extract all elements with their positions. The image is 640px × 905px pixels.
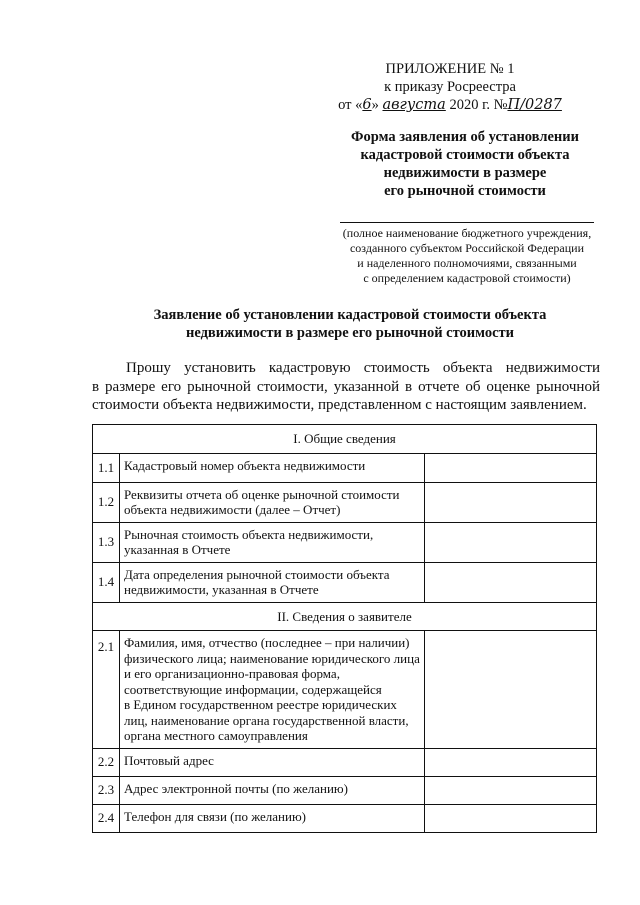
- section-header-row: [93, 602, 597, 631]
- appendix-title: ПРИЛОЖЕНИЕ № 1: [385, 61, 515, 77]
- report-details-field[interactable]: [425, 482, 597, 522]
- row-number: 1.4: [93, 562, 120, 602]
- row-label: Дата определения рыночной стоимости объекта недвижимости, указанная в Отчете: [120, 562, 425, 602]
- table-row: [93, 562, 597, 602]
- cadastral-number-field[interactable]: [425, 453, 597, 482]
- date-mid: »: [371, 97, 379, 113]
- date-year: 2020 г. №: [449, 97, 508, 113]
- section-header-general: I. Общие сведения: [93, 425, 597, 454]
- form-title-line: недвижимости в размере: [383, 165, 547, 181]
- body-line: Прошу установить кадастровую стоимость объекта недвижимости: [126, 360, 600, 376]
- body-line: в размере его рыночной стоимости, указанной в отчете об оценке рыночной: [92, 378, 600, 395]
- organization-name-field[interactable]: [340, 222, 594, 223]
- row-label: Телефон для связи (по желанию): [120, 804, 425, 832]
- row-label: Реквизиты отчета об оценке рыночной стоимости объекта недвижимости (далее – Отчет): [120, 482, 425, 522]
- section-header-applicant: II. Сведения о заявителе: [93, 602, 597, 631]
- table-row: [93, 522, 597, 562]
- date-month: августа: [382, 97, 446, 113]
- statement-title-line: недвижимости в размере его рыночной стоимости: [185, 325, 515, 341]
- row-label: Почтовый адрес: [120, 748, 425, 776]
- appendix-header: [300, 60, 600, 114]
- phone-field[interactable]: [425, 804, 597, 832]
- valuation-date-field[interactable]: [425, 562, 597, 602]
- org-note-line: с определением кадастровой стоимости): [363, 271, 571, 285]
- row-number: 1.2: [93, 482, 120, 522]
- row-label: Рыночная стоимость объекта недвижимости, указанная в Отчете: [120, 522, 425, 562]
- date-prefix: от «: [338, 97, 363, 113]
- statement-title-line: Заявление об установлении кадастровой стоимости объекта: [153, 307, 547, 323]
- table-row: [93, 631, 597, 749]
- body-line: стоимости объекта недвижимости, представленном с настоящим заявлением.: [92, 397, 587, 413]
- order-number: П/0287: [507, 97, 562, 113]
- statement-title: [100, 306, 600, 342]
- appendix-order-ref: к приказу Росреестра: [384, 79, 516, 95]
- row-number: 2.3: [93, 776, 120, 804]
- org-note-line: и наделенного полномочиями, связанными: [357, 256, 577, 270]
- org-note-line: созданного субъектом Российской Федерации: [349, 241, 585, 255]
- form-title-line: кадастровой стоимости объекта: [360, 147, 570, 163]
- table-row: [93, 804, 597, 832]
- section-header-row: [93, 425, 597, 454]
- form-title-line: Форма заявления об установлении: [351, 129, 579, 145]
- row-label: Кадастровый номер объекта недвижимости: [120, 453, 425, 482]
- organization-note: [330, 226, 604, 286]
- row-number: 2.1: [93, 631, 120, 749]
- applicant-name-field[interactable]: [425, 631, 597, 749]
- row-number: 1.1: [93, 453, 120, 482]
- table-row: [93, 453, 597, 482]
- market-value-field[interactable]: [425, 522, 597, 562]
- appendix-date-line: [300, 96, 600, 114]
- form-title-line: его рыночной стоимости: [384, 183, 546, 199]
- row-number: 1.3: [93, 522, 120, 562]
- table-row: [93, 748, 597, 776]
- postal-address-field[interactable]: [425, 748, 597, 776]
- row-number: 2.4: [93, 804, 120, 832]
- table-row: [93, 482, 597, 522]
- application-table: [92, 424, 597, 833]
- table-row: [93, 776, 597, 804]
- email-field[interactable]: [425, 776, 597, 804]
- row-label: Фамилия, имя, отчество (последнее – при наличии) физического лица; наименование юридического лица и его организационно-правовая форма, соответствующие информации, содержащейся в Едином государственном реестре юридических лиц, наименование органа государственной власти, органа местного самоуправления: [120, 631, 425, 749]
- form-title: [330, 128, 600, 200]
- row-label: Адрес электронной почты (по желанию): [120, 776, 425, 804]
- row-number: 2.2: [93, 748, 120, 776]
- date-day: 6: [362, 97, 372, 113]
- org-note-line: (полное наименование бюджетного учреждения,: [342, 226, 592, 240]
- statement-body: [92, 359, 600, 415]
